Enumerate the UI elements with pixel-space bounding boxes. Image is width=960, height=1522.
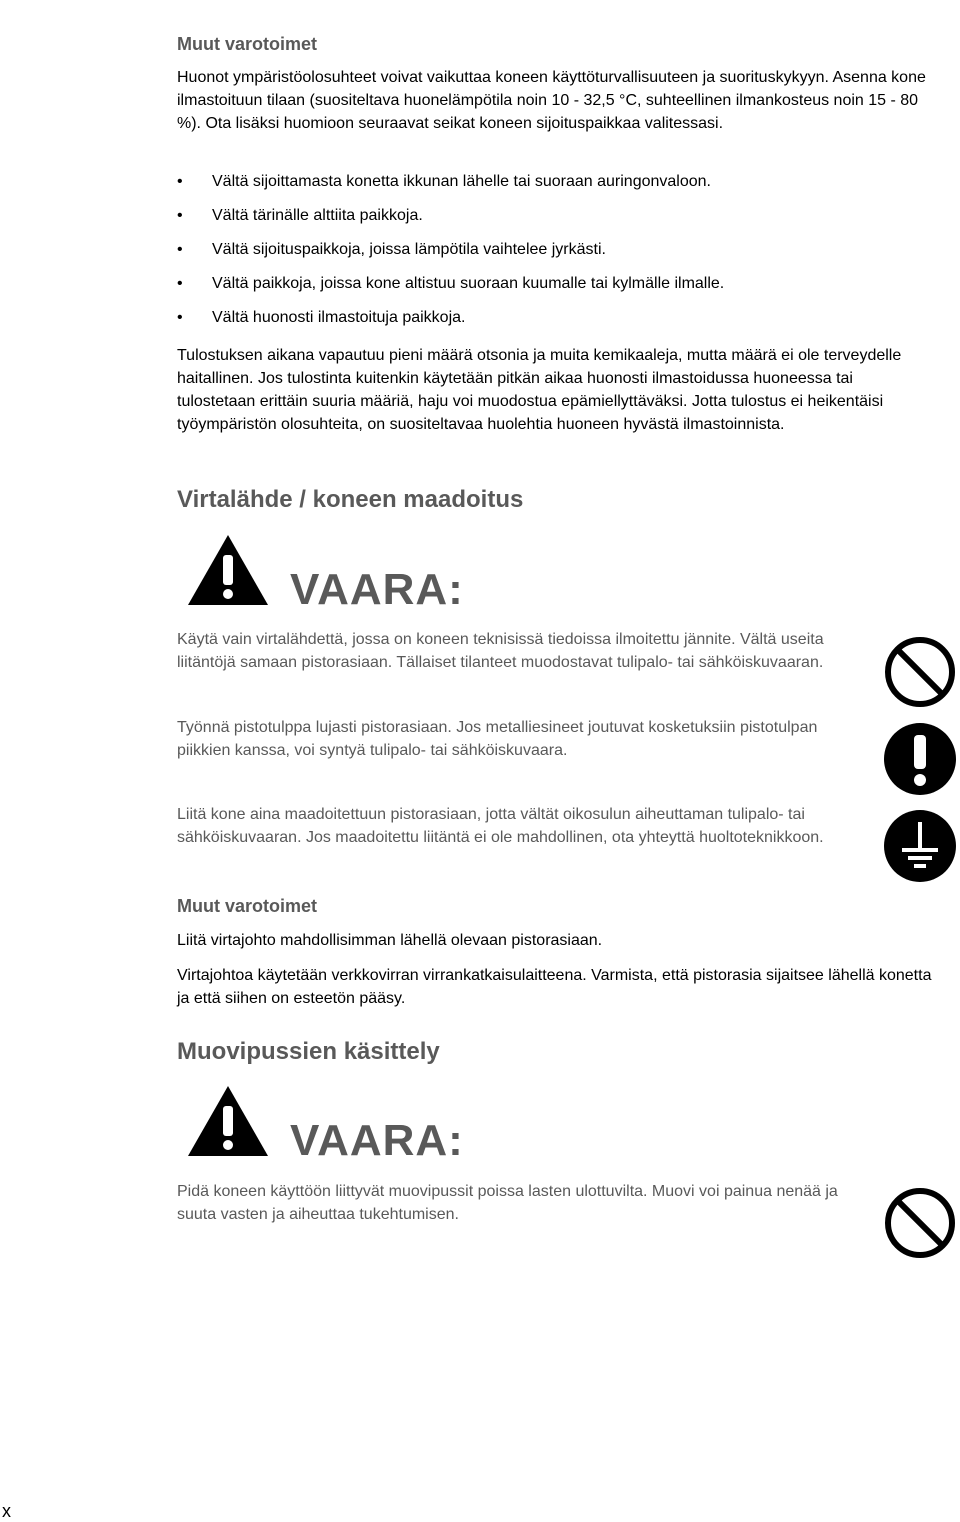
section-heading-power: Virtalähde / koneen maadoitus (177, 486, 524, 513)
placement-bullet-list (177, 170, 932, 340)
plastic-bag-paragraph: Pidä koneen käyttöön liittyvät muovipussit poissa lasten ulottuvilta. Muovi voi painua nenää ja suuta vasten ja aiheuttaa tukehtumisen. (177, 1183, 838, 1223)
power-paragraph-5: Virtajohtoa käytetään verkkovirran virrankatkaisulaitteena. Varmista, että pistorasia sijaitsee lähellä konetta ja että siihen on esteetön pääsy. (177, 967, 932, 1007)
subheading-other-precautions-2: Muut varotoimet (177, 896, 318, 916)
power-paragraph-1: Käytä vain virtalähdettä, jossa on koneen teknisissä tiedoissa ilmoitettu jännite. Vältä useita liitäntöjä samaan pistorasiaan. Tällaiset tilanteet muodostavat tulipalo- tai sähköiskuvaaran. (177, 631, 824, 671)
power-paragraph-2: Työnnä pistotulppa lujasti pistorasiaan. Jos metalliesineet joutuvat kosketuksiin pistotulpan piikkien kanssa, voi syntyä tulipalo- tai sähköiskuvaara. (177, 719, 818, 759)
bullet-icon: • (177, 241, 183, 258)
list-item (177, 204, 932, 227)
list-item-text: Vältä huonosti ilmastoituja paikkoja. (212, 309, 466, 326)
ozone-paragraph: Tulostuksen aikana vapautuu pieni määrä otsonia ja muita kemikaaleja, mutta määrä ei ole terveydelle haitallinen. Jos tulostinta kuitenkin käytetään pitkän aikaa huonosti ilmastoidussa huoneessa tai tulostetaan erittäin suuria määriä, haju voi muodostua epämiellyttäväksi. Jotta tulostus ei heikentäisi työympäristön olosuhteita, on suositeltavaa huolehtia huoneen hyvästä ilmastoinnista. (177, 347, 902, 433)
warning-label: VAARA: (290, 565, 464, 614)
bullet-icon: • (177, 207, 183, 224)
prohibition-icon (884, 1187, 956, 1259)
list-item (177, 306, 932, 329)
subheading-other-precautions: Muut varotoimet (177, 34, 318, 54)
list-item-text: Vältä paikkoja, joissa kone altistuu suoraan kuumalle tai kylmälle ilmalle. (212, 275, 725, 292)
list-item-text: Vältä tärinälle alttiita paikkoja. (212, 207, 423, 224)
power-paragraph-3: Liitä kone aina maadoitettuun pistorasiaan, jotta vältät oikosulun aiheuttaman tulipalo- tai sähköiskuvaaran. Jos maadoitettu liitäntä ei ole mahdollinen, ota yhteyttä huoltoteknikkoon. (177, 806, 824, 846)
list-item-text: Vältä sijoittamasta konetta ikkunan lähelle tai suoraan auringonvaloon. (212, 173, 711, 190)
bullet-icon: • (177, 309, 183, 326)
list-item (177, 238, 932, 261)
bullet-icon: • (177, 275, 183, 292)
ground-icon (884, 810, 956, 882)
bullet-icon: • (177, 173, 183, 190)
power-paragraph-4: Liitä virtajohto mahdollisimman lähellä olevaan pistorasiaan. (177, 932, 603, 949)
mandatory-action-icon (884, 723, 956, 795)
warning-triangle-icon (186, 533, 270, 607)
list-item (177, 272, 932, 295)
warning-triangle-icon (186, 1084, 270, 1158)
warning-label: VAARA: (290, 1116, 464, 1165)
prohibition-icon (884, 636, 956, 708)
list-item (177, 170, 932, 193)
intro-paragraph: Huonot ympäristöolosuhteet voivat vaikuttaa koneen käyttöturvallisuuteen ja suorituskykyyn. Asenna kone ilmastoituun tilaan (suositeltava huonelämpötila noin 10 - 32,5 °C, suhteellinen ilmankosteus noin 15 - 80 %). Ota lisäksi huomioon seuraavat seikat koneen sijoituspaikkaa valitessasi. (177, 69, 926, 132)
list-item-text: Vältä sijoituspaikkoja, joissa lämpötila vaihtelee jyrkästi. (212, 241, 606, 258)
page-number: x (2, 1501, 11, 1521)
section-heading-plastic-bags: Muovipussien käsittely (177, 1038, 440, 1065)
